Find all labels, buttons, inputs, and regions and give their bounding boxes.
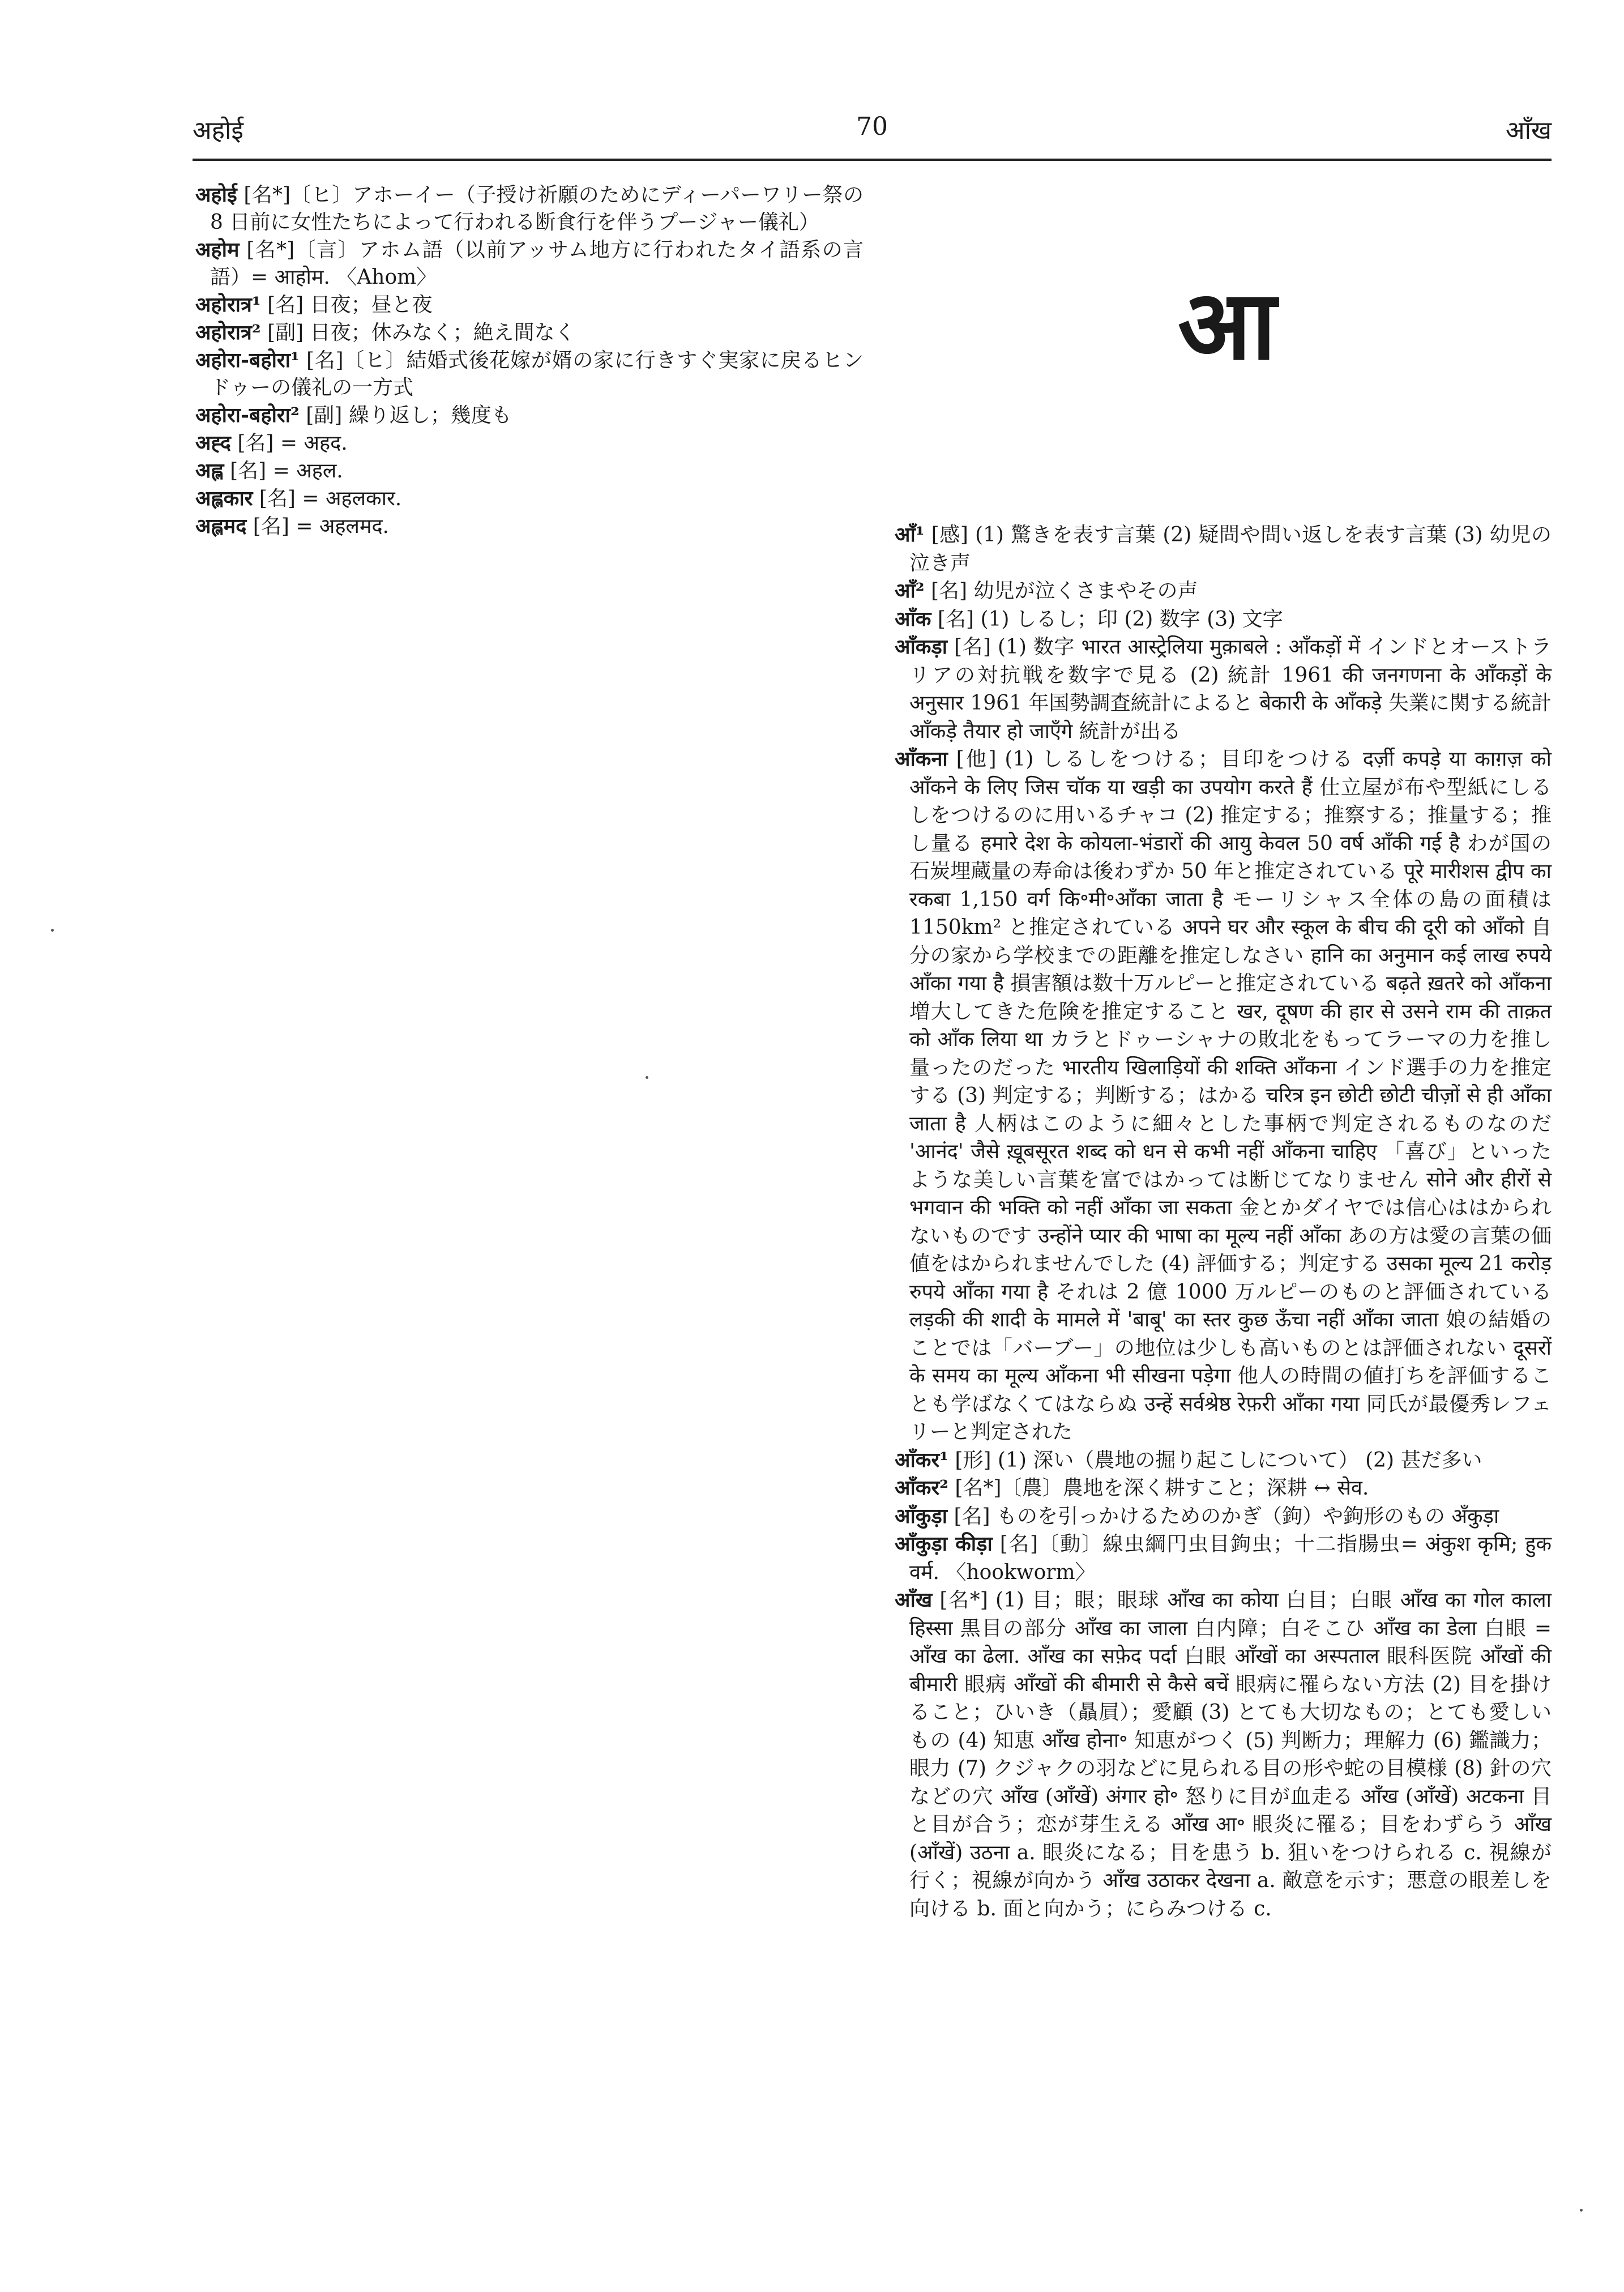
entry-definition: [名]〔ヒ〕結婚式後花嫁が婿の家に行きすぐ実家に戻るヒンドゥーの儀礼の一方式 [210,349,864,399]
scan-speck [1580,2209,1583,2212]
entry-definition: [名] = अहलमद. [253,515,390,538]
dictionary-entry [195,181,864,236]
entry-definition: [名] 幼児が泣くさまやその声 [931,579,1198,603]
header-right-guide-word: आँख [1506,116,1552,145]
dictionary-entry [895,521,1552,577]
dictionary-entry [895,605,1552,634]
entry-headword: आँख [895,1588,933,1612]
entry-headword: अहोरात्र¹ [195,293,261,317]
entry-definition: [形] (1) 深い（農地の掘り起こしについて） (2) 甚だ多い [955,1448,1482,1472]
dictionary-entry [895,1530,1552,1586]
entry-definition: [名]〔動〕線虫綱円虫目鉤虫；十二指腸虫= अंकुश कृमि; हुक वर्म. 〈hookworm〉 [909,1533,1552,1584]
dictionary-entry [195,236,864,291]
entry-definition: [名*] (1) 目；眼；眼球 आँख का कोया 白目；白眼 आँख का गोल काला हिस्सा 黒目の部分 आँख का जाला 白内障；白そこひ आँख का डेला 白眼 = आँख का ढेला. आँख का सफ़ेद पर्दा 白眼 आँखों का अस्पताल 眼科医院 आँखों की बीमारी 眼病 आँखों की बीमारी से कैसे बचें 眼病に罹らない方法 (2) 目を掛けること；ひいき（贔屓）；愛顧 (3) とても大切なもの；とても愛しいもの (4) 知恵 आँख होना॰ 知恵がつく (5) 判断力；理解力 (6) 鑑識力；眼力 (7) クジャクの羽などに見られる目の形や蛇の目模様 (8) 針の穴などの穴 आँख (आँखें) अंगार हो॰ 怒りに目が血走る आँख (आँखें) अटकना 目と目が合う；恋が芽生える आँख आ॰ 眼炎に罹る；目をわずらう आँख (आँखें) उठना a. 眼炎になる；目を患う b. 狙いをつけられる c. 視線が行く；視線が向かう आँख उठाकर देखना a. 敵意を示す；悪意の眼差しを向ける b. 面と向かう；にらみつける c. [909,1589,1552,1920]
entry-definition: [副] 日夜；休みなく；絶え間なく [267,321,575,344]
dictionary-entry [895,1586,1552,1923]
entry-definition: [名*]〔ヒ〕アホーイー（子授け祈願のためにディーパーワリー祭の 8 日前に女性たちによって行われる断食行を伴うプージャー儀礼） [210,183,864,234]
dictionary-entry [195,429,864,457]
entry-definition: [名] (1) しるし；印 (2) 数字 (3) 文字 [937,607,1283,631]
entry-headword: अहोई [195,183,237,207]
dictionary-entry [895,1474,1552,1503]
page-number: 70 [856,112,888,141]
entry-headword: अह्लकार [195,486,253,510]
entry-headword: आँकना [895,747,948,771]
entry-headword: अहोरा-बहोरा¹ [195,348,300,372]
left-column [195,181,864,540]
entry-headword: आँ¹ [895,523,925,547]
entry-headword: अह्द [195,431,231,455]
dictionary-entry [195,402,864,429]
entry-headword: अहोरा-बहोरा² [195,403,300,427]
entry-definition: [副] 繰り返し；幾度も [306,404,512,427]
entry-definition: [名] = अहद. [237,432,348,455]
entry-definition: [他] (1) しるしをつける；目印をつける दर्ज़ी कपड़े या काग़ज़ को आँकने के लिए जिस चॉक या खड़ी का उपयोग करते हैं 仕立屋が布や型紙にしるしをつけるのに用いるチャコ (2) 推定する；推察する；推量する；推し量る हमारे देश के कोयला-भंडारों की आयु केवल 50 वर्ष आँकी गई है わが国の石炭埋蔵量の寿命は後わずか 50 年と推定されている पूरे मारीशस द्वीप का रकबा 1,150 वर्ग कि॰मी॰आँका जाता है モーリシャス全体の島の面積は 1150km² と推定されている अपने घर और स्कूल के बीच की दूरी को आँको 自分の家から学校までの距離を推定しなさい हानि का अनुमान कई लाख रुपये आँका गया है 損害額は数十万ルピーと推定されている बढ़ते ख़तरे को आँकना 増大してきた危険を推定すること खर, दूषण की हार से उसने राम की ताक़त को आँक लिया था カラとドゥーシャナの敗北をもってラーマの力を推し量ったのだった भारतीय खिलाड़ियों की शक्ति आँकना インド選手の力を推定する (3) 判定する；判断する；はかる चरित्र इन छोटी छोटी चीज़ों से ही आँका जाता है 人柄はこのように細々とした事柄で判定されるものなのだ 'आनंद' जैसे ख़ूबसूरत शब्द को धन से कभी नहीं आँकना चाहिए 「喜び」といったような美しい言葉を富ではかっては断じてなりません सोने और हीरों से भगवान की भक्ति को नहीं आँका जा सकता 金とかダイヤでは信心ははかられないものです उन्होंने प्यार की भाषा का मूल्य नहीं आँका あの方は愛の言葉の価値をはかられませんでした (4) 評価する；判定する उसका मूल्य 21 करोड़ रुपये आँका गया है それは 2 億 1000 万ルピーのものと評価されている लड़की की शादी के मामले में 'बाबू' का स्तर कुछ ऊँचा नहीं आँका जाता 娘の結婚のことでは「バーブー」の地位は少しも高いものとは評価されない दूसरों के समय का मूल्य आँकना भी सीखना पड़ेगा 他人の時間の値打ちを評価することも学ばなくてはならぬ उन्हें सर्वश्रेष्ठ रेफ़री आँका गया 同氏が最優秀レフェリーと判定された [909,748,1552,1444]
dictionary-entry [895,1503,1552,1531]
entry-headword: अहोरात्र² [195,321,261,344]
dictionary-entry [195,513,864,540]
entry-headword: आँकुड़ा [895,1504,948,1528]
entry-headword: आँकुड़ा कीड़ा [895,1532,993,1556]
entry-definition: [名*]〔言〕アホム語（以前アッサム地方に行われたタイ語系の言語）= आहोम. 〈Ahom〉 [210,238,864,289]
dictionary-entry [895,1446,1552,1475]
dictionary-entry [195,347,864,402]
right-column [895,521,1552,1923]
dictionary-entry [895,633,1552,745]
dictionary-entry [895,577,1552,605]
entry-definition: [名] ものを引っかけるためのかぎ（鉤）や鉤形のもの अँकुड़ा [954,1504,1499,1528]
section-letter-heading: आ [1178,270,1276,382]
entry-headword: आँक [895,607,931,631]
scan-speck [646,1076,648,1079]
entry-definition: [名*]〔農〕農地を深く耕すこと；深耕 ↔ सेव. [955,1476,1369,1500]
scan-speck [51,929,54,932]
entry-headword: आँकड़ा [895,635,948,659]
entry-definition: [感] (1) 驚きを表す言葉 (2) 疑問や問い返しを表す言葉 (3) 幼児の泣き声 [909,523,1552,575]
entry-headword: आँ² [895,579,925,603]
dictionary-entry [195,319,864,347]
header-left-guide-word: अहोई [193,116,243,145]
dictionary-entry [195,485,864,513]
dictionary-entry [895,745,1552,1446]
dictionary-entry [195,291,864,319]
page-header [193,108,1552,161]
entry-definition: [名] 日夜；昼と夜 [267,293,433,317]
entry-definition: [名] = अहलकार. [259,487,402,510]
dictionary-entry [195,457,864,485]
entry-headword: अह्ल [195,459,224,483]
entry-headword: आँकर² [895,1476,948,1500]
entry-headword: अहोम [195,238,240,262]
entry-definition: [名] = अहल. [230,459,343,483]
entry-definition: [名] (1) 数字 भारत आस्ट्रेलिया मुक़ाबले : आँकड़ों में インドとオーストラリアの対抗戦を数字で見る (2) 統計 1961 की जनगणना के आँकड़ों के अनुसार 1961 年国勢調査統計によると बेकारी के आँकड़े 失業に関する統計 आँकड़े तैयार हो जाएँगे 統計が出る [909,635,1552,743]
entry-headword: आँकर¹ [895,1448,948,1472]
entry-headword: अह्लमद [195,514,247,538]
